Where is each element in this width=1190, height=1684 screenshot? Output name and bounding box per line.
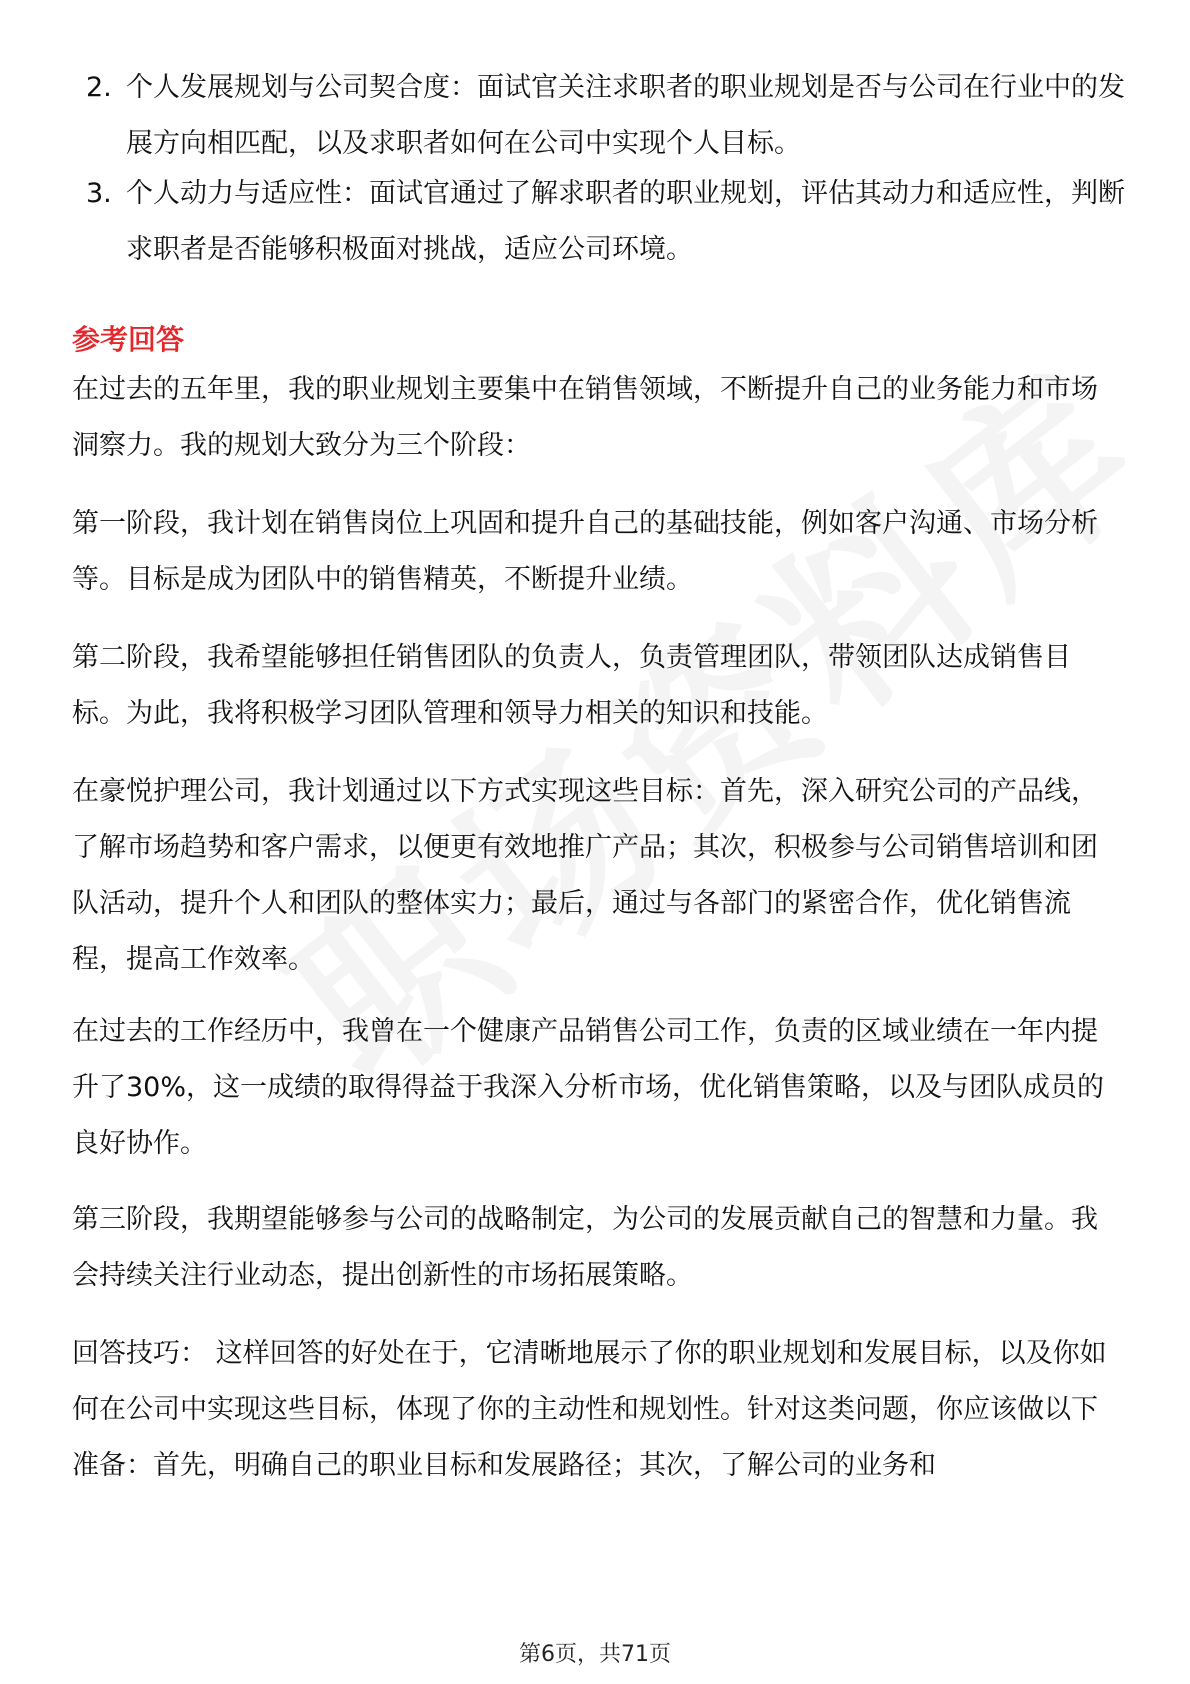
answer-paragraph: 在豪悦护理公司，我计划通过以下方式实现这些目标：首先，深入研究公司的产品线，了解市场趋势和客户需求，以便更有效地推广产品；其次，积极参与公司销售培训和团队活动，提升个人和团队的整体实力；最后，通过与各部门的紧密合作，优化销售流程，提高工作效率。 xyxy=(72,776,1098,975)
answer-paragraph: 第三阶段，我期望能够参与公司的战略制定，为公司的发展贡献自己的智慧和力量。我会持续关注行业动态，提出创新性的市场拓展策略。 xyxy=(72,1204,1098,1291)
list-number: 3. xyxy=(86,178,112,209)
list-text: 个人动力与适应性：面试官通过了解求职者的职业规划，评估其动力和适应性，判断求职者是否能够积极面对挑战，适应公司环境。 xyxy=(126,178,1125,265)
answer-paragraph: 在过去的工作经历中，我曾在一个健康产品销售公司工作，负责的区域业绩在一年内提升了30%，这一成绩的取得得益于我深入分析市场，优化销售策略，以及与团队成员的良好协作。 xyxy=(72,1016,1105,1159)
answer-tips-paragraph: 回答技巧： 这样回答的好处在于，它清晰地展示了你的职业规划和发展目标，以及你如何在公司中实现这些目标，体现了你的主动性和规划性。针对这类问题，你应该做以下准备：首先，明确自己的职业目标和发展路径；其次，了解公司的业务和 xyxy=(72,1338,1107,1481)
section-heading: 参考回答 xyxy=(72,323,185,356)
answer-paragraph: 在过去的五年里，我的职业规划主要集中在销售领域，不断提升自己的业务能力和市场洞察力。我的规划大致分为三个阶段： xyxy=(72,374,1098,461)
page-number: 第6页，共71页 xyxy=(519,1642,671,1667)
list-text: 个人发展规划与公司契合度：面试官关注求职者的职业规划是否与公司在行业中的发展方向相匹配，以及求职者如何在公司中实现个人目标。 xyxy=(126,72,1125,159)
answer-paragraph: 第二阶段，我希望能够担任销售团队的负责人，负责管理团队，带领团队达成销售目标。为此，我将积极学习团队管理和领导力相关的知识和技能。 xyxy=(72,642,1071,729)
list-number: 2. xyxy=(86,72,112,103)
answer-paragraph: 第一阶段，我计划在销售岗位上巩固和提升自己的基础技能，例如客户沟通、市场分析等。目标是成为团队中的销售精英，不断提升业绩。 xyxy=(72,508,1098,595)
